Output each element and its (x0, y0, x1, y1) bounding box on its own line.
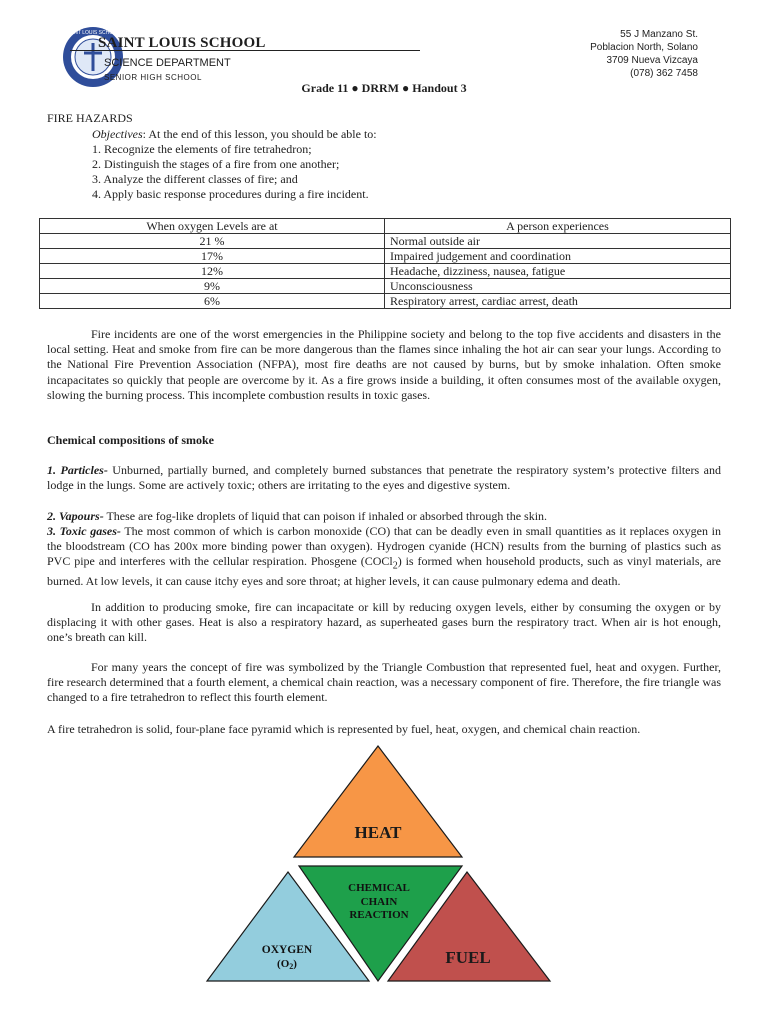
objectives-label: Objectives (92, 127, 143, 141)
objective-item: 3. Analyze the different classes of fire; and (92, 172, 298, 186)
smoke-item-vapours (47, 509, 721, 524)
table-row (40, 249, 731, 264)
intro-paragraph-text: Fire incidents are one of the worst emergencies in the Philippine society and belong to the top five accidents and disasters in the local setting. Heat and smoke from fire can be more dangerous than the flames since inhaling the hot air can sear your lungs. According to the National Fire Prevention Association (NFPA), most fire deaths are not caused by burns, but by smoke inhalation. Often smoke incapacitates so quickly that people are overcome by it. As a fire grows inside a building, it often consumes most of the available oxygen, slowing the burning process. This incomplete combustion results in toxic gases. (47, 327, 721, 402)
phosgene-subscript: 2 (392, 560, 398, 572)
logo-text: SAINT LOUIS SCHOOL (66, 30, 120, 36)
table-cell: 17% (40, 249, 385, 264)
section-title: FIRE HAZARDS (47, 111, 133, 125)
phone-number: (078) 362 7458 (630, 68, 698, 79)
oxygen-formula: (O2) (277, 958, 297, 971)
smoke-item-toxic-gases (47, 524, 721, 589)
table-cell: Normal outside air (385, 234, 731, 249)
tetrahedron-paragraph: A fire tetrahedron is solid, four-plane face pyramid which is represented by fuel, heat, oxygen, and chemical chain reaction. (47, 722, 641, 736)
department-name: SCIENCE DEPARTMENT (104, 57, 231, 69)
chain-label: CHAIN (360, 896, 398, 908)
triangle-paragraph-text: For many years the concept of fire was symbolized by the Triangle Combustion that represented fuel, heat and oxygen. Further, fire research determined that a fourth element, a chemical chain reaction, was a necessary component of fire. Therefore, the fire triangle was changed to a fire tetrahedron to reflect this fourth element. (47, 660, 721, 705)
school-level: SENIOR HIGH SCHOOL (104, 73, 202, 82)
table-cell: 21 % (40, 234, 385, 249)
triangle-paragraph (47, 660, 721, 706)
table-row (40, 234, 731, 249)
oxygen-paragraph-text: In addition to producing smoke, fire can incapacitate or kill by reducing oxygen levels, either by consuming the oxygen or by displacing it with other gases. Heat is also a respiratory hazard, as superheated gases burn the respiratory tract. When air is hot enough, one’s breath can kill. (47, 600, 721, 645)
table-cell: Headache, dizziness, nausea, fatigue (385, 264, 731, 279)
vapours-text: These are fog-like droplets of liquid that can poison if inhaled or absorbed through the skin. (103, 509, 548, 523)
table-row (40, 294, 731, 309)
table-cell: 6% (40, 294, 385, 309)
handout-line: Grade 11 ● DRRM ● Handout 3 (301, 81, 467, 95)
table-header: When oxygen Levels are at (40, 219, 385, 234)
table-cell: Impaired judgement and coordination (385, 249, 731, 264)
table-cell: 12% (40, 264, 385, 279)
oxygen-paragraph (47, 600, 721, 646)
objective-item: 2. Distinguish the stages of a fire from one another; (92, 157, 340, 171)
objectives-intro (92, 127, 377, 142)
fuel-label: FUEL (445, 948, 491, 967)
header-rule (70, 50, 420, 51)
oxygen-label: OXYGEN (261, 944, 313, 956)
smoke-item-particles (47, 463, 721, 493)
toxic-gases-text: The most common of which is carbon monoxide (CO) that can be deadly even in small quantities as it replaces oxygen in the bloodstream (CO has 200x more binding power than oxygen). Hydrogen cyanide (HCN) results from the burning of plastics such as PVC pipe and interferes with the cellular respiration. Phosgene (COCl (47, 524, 721, 569)
fire-tetrahedron-diagram (170, 744, 570, 984)
oxygen-levels-table (39, 218, 731, 309)
objective-item: 1. Recognize the elements of fire tetrahedron; (92, 142, 312, 156)
objective-item: 4. Apply basic response procedures during a fire incident. (92, 187, 369, 201)
toxic-gases-label: 3. Toxic gases- (47, 524, 121, 538)
school-name: SAINT LOUIS SCHOOL (98, 35, 266, 51)
table-row (40, 264, 731, 279)
particles-text: Unburned, partially burned, and completely burned substances that penetrate the respiratory system’s protective filters and lodge in the lungs. Some are actively toxic; others are irritating to the eyes and digestive system. (47, 463, 721, 493)
table-cell: 9% (40, 279, 385, 294)
toxic-gases-text-cont: ) is formed when household products, such as vinyl materials, are burned. At low levels, it can cause itchy eyes and sore throat; at higher levels, it can cause pulmonary edema and death. (47, 554, 722, 588)
table-header-row (40, 219, 731, 234)
reaction-label: REACTION (349, 909, 409, 921)
table-cell: Unconsciousness (385, 279, 731, 294)
table-row (40, 279, 731, 294)
address-line: 3709 Nueva Vizcaya (606, 55, 698, 66)
objectives-intro-text: : At the end of this lesson, you should be able to: (142, 127, 377, 141)
address-line: Poblacion North, Solano (590, 42, 698, 53)
smoke-heading: Chemical compositions of smoke (47, 433, 214, 447)
particles-label: 1. Particles- (47, 463, 108, 477)
heat-label: HEAT (354, 823, 402, 842)
table-cell: Respiratory arrest, cardiac arrest, death (385, 294, 731, 309)
address-line: 55 J Manzano St. (620, 29, 698, 40)
chemical-label: CHEMICAL (348, 882, 410, 894)
intro-paragraph (47, 327, 721, 403)
vapours-label: 2. Vapours- (47, 509, 104, 523)
table-header: A person experiences (385, 219, 731, 234)
